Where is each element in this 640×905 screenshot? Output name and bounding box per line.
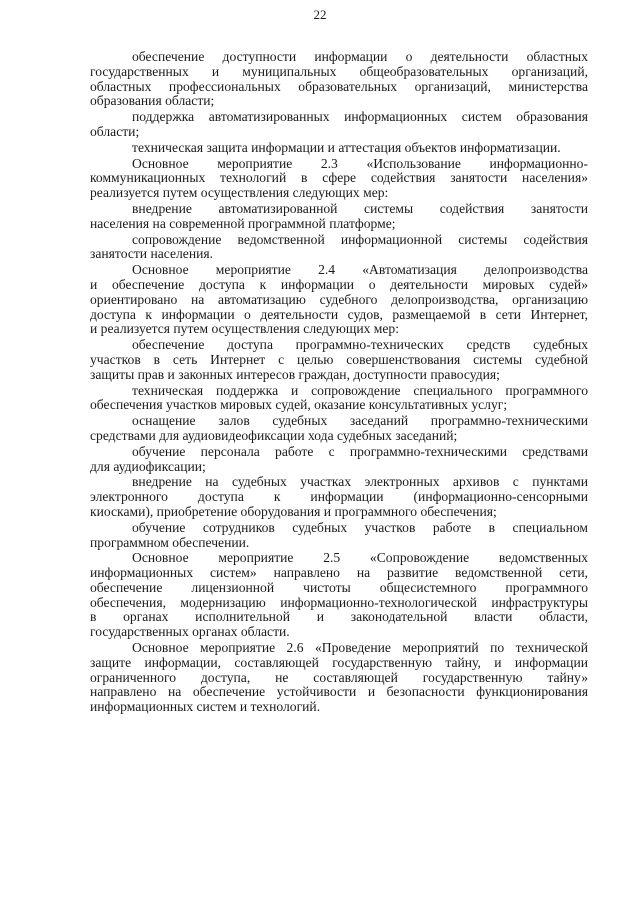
text-line: обеспечение лицензионной чистоты общесистемного программного <box>90 579 588 595</box>
text-line: Основное мероприятие 2.4 «Автоматизация делопроизводства <box>132 262 588 278</box>
text-line: направлено на обеспечение устойчивости и безопасности функционирования <box>90 684 588 700</box>
text-line: обеспечения, модернизацию информационно-технологической инфраструктуры <box>90 594 588 610</box>
paragraph <box>90 551 588 640</box>
paragraph <box>90 50 588 109</box>
text-line: доступа к информации о деятельности судов, размещаемой в сети Интернет, <box>90 306 588 322</box>
paragraph <box>90 521 588 551</box>
text-line: и обеспечение доступа к информации о деятельности мировых судей» <box>90 276 588 292</box>
text-line: участков в сеть Интернет с целью совершенствования системы судебной <box>90 351 588 367</box>
text-line: областных профессиональных образовательных организаций, министерства <box>90 78 588 94</box>
text-line: информационных систем и технологий. <box>90 699 321 715</box>
page-number: 22 <box>313 7 327 22</box>
text-line: ориентировано на автоматизацию судебного делопроизводства, организацию <box>90 291 588 307</box>
text-line: области; <box>90 123 140 139</box>
body-text <box>90 50 588 716</box>
text-line: обучение сотрудников судебных участков работе в специальном <box>132 519 588 535</box>
paragraph <box>90 233 588 263</box>
text-line: поддержка автоматизированных информационных систем образования <box>132 109 588 125</box>
paragraph <box>90 263 588 337</box>
text-line: техническая поддержка и сопровождение специального программного <box>132 382 588 398</box>
text-line: государственных и муниципальных общеобразовательных организаций, <box>90 63 588 79</box>
text-line: в органах исполнительной и законодательной власти области, <box>90 609 588 625</box>
text-line: и реализуется путем осуществления следующих мер: <box>90 321 399 337</box>
text-line: Основное мероприятие 2.3 «Использование информационно- <box>132 155 588 171</box>
text-line: защите информации, составляющей государственную тайну, и информации <box>90 654 588 670</box>
text-line: обеспечение доступа программно-технических средств судебных <box>132 337 588 353</box>
text-line: средствами для аудиовидеофиксации хода судебных заседаний; <box>90 427 458 443</box>
paragraph <box>90 384 588 414</box>
text-line: занятости населения. <box>90 246 214 262</box>
text-line: оснащение залов судебных заседаний программно-техническими <box>132 413 588 429</box>
text-line: защиты прав и законных интересов граждан, доступности правосудия; <box>90 366 500 382</box>
paragraph <box>90 445 588 475</box>
paragraph <box>90 202 588 232</box>
paragraph <box>90 641 588 715</box>
text-line: образования области; <box>90 93 215 109</box>
text-line: внедрение на судебных участках электронных архивов с пунктами <box>132 474 588 490</box>
paragraph <box>90 141 588 156</box>
text-line: сопровождение ведомственной информационной системы содействия <box>132 231 588 247</box>
text-line: Основное мероприятие 2.6 «Проведение мероприятий по технической <box>132 640 588 656</box>
text-line: программном обеспечении. <box>90 534 250 550</box>
text-line: киосками), приобретение оборудования и программного обеспечения; <box>90 503 497 519</box>
text-line: реализуется путем осуществления следующих мер: <box>90 185 389 201</box>
text-line: Основное мероприятие 2.5 «Сопровождение ведомственных <box>132 550 588 566</box>
text-line: для аудиофиксации; <box>90 458 206 474</box>
paragraph <box>90 110 588 140</box>
text-line: населения на современной программной платформе; <box>90 215 396 231</box>
text-line: электронного доступа к информации (информационно-сенсорными <box>90 489 588 505</box>
paragraph <box>90 157 588 201</box>
text-line: обучение персонала работе с программно-техническими средствами <box>132 443 588 459</box>
text-line: информационных систем» направлено на развитие ведомственной сети, <box>90 565 588 581</box>
paragraph <box>90 414 588 444</box>
paragraph <box>90 338 588 382</box>
text-line: обеспечения участков мировых судей, оказание консультативных услуг; <box>90 397 508 413</box>
paragraph <box>90 475 588 519</box>
text-line: внедрение автоматизированной системы содействия занятости <box>132 200 588 216</box>
text-line: ограниченного доступа, не составляющей государственную тайну» <box>90 669 588 685</box>
text-line: обеспечение доступности информации о деятельности областных <box>132 49 588 64</box>
text-line: техническая защита информации и аттестация объектов информатизации. <box>132 139 561 155</box>
text-line: государственных органах области. <box>90 624 290 640</box>
text-line: коммуникационных технологий в сфере содействия занятости населения» <box>90 170 588 186</box>
